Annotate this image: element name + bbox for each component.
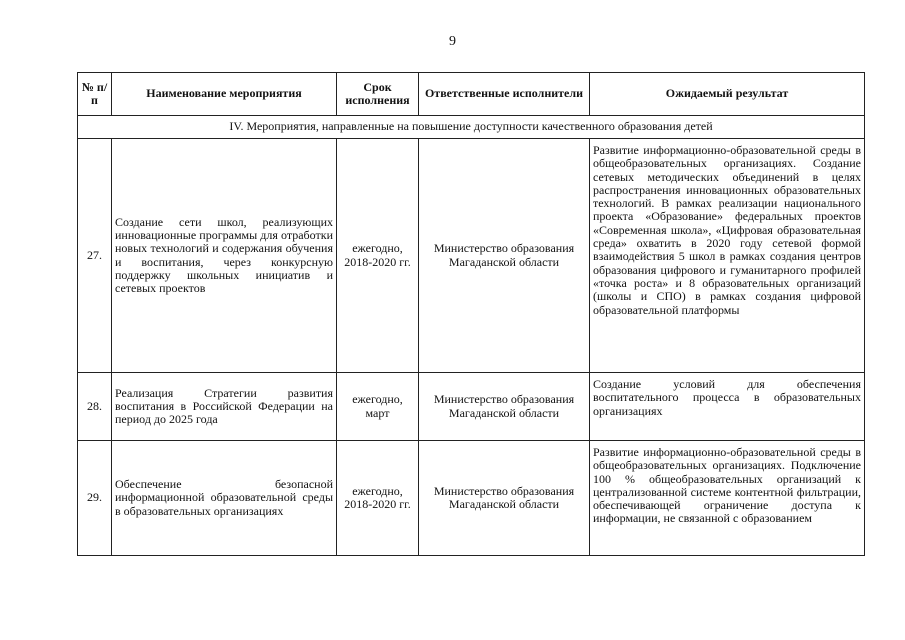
header-term: Срок исполнения: [337, 73, 419, 116]
row-term: ежегодно, 2018-2020 гг.: [337, 139, 419, 373]
row-num: 29.: [78, 441, 112, 556]
row-result: Развитие информационно-образовательной среды в общеобразовательных организациях. Создание сетевых методических объединений в целях распространения инновационных образовательных технологий. В рамках реализации национального проекта «Образование» федеральных проектов «Современная школа», «Цифровая образовательная среда» охватить в 2020 году сетевой формой взаимодействия 5 школ в рамках создания центров образования цифрового и гуманитарного профилей «точка роста» и 8 образовательных организаций (школы и СПО) в рамках создания цифровой образовательной платформы: [590, 139, 865, 373]
header-row: [78, 73, 865, 116]
row-num: 27.: [78, 139, 112, 373]
section-title: IV. Мероприятия, направленные на повышение доступности качественного образования детей: [78, 116, 865, 139]
row-name: Реализация Стратегии развития воспитания в Российской Федерации на период до 2025 года: [112, 373, 337, 441]
row-result: Развитие информационно-образовательной среды в общеобразовательных организациях. Подключение 100 % общеобразовательных организаций к централизованной системе контентной фильтрации, обеспечивающей ограничение доступа к информации, не связанной с образованием: [590, 441, 865, 556]
table-row: [78, 441, 865, 556]
header-num: № п/п: [78, 73, 112, 116]
measures-table: [77, 72, 865, 556]
row-name: Обеспечение безопасной информационной образовательной среды в образовательных организациях: [112, 441, 337, 556]
header-name: Наименование мероприятия: [112, 73, 337, 116]
row-name: Создание сети школ, реализующих инновационные программы для отработки новых технологий и содержания обучения и воспитания, через конкурсную поддержку школьных инициатив и сетевых проектов: [112, 139, 337, 373]
header-result: Ожидаемый результат: [590, 73, 865, 116]
row-term: ежегодно, март: [337, 373, 419, 441]
section-row: [78, 116, 865, 139]
table-row: [78, 139, 865, 373]
row-executors: Министерство образования Магаданской области: [419, 441, 590, 556]
header-executors: Ответственные исполнители: [419, 73, 590, 116]
row-term: ежегодно, 2018-2020 гг.: [337, 441, 419, 556]
page-number: 9: [449, 34, 456, 49]
row-executors: Министерство образования Магаданской области: [419, 373, 590, 441]
row-result: Создание условий для обеспечения воспитательного процесса в образовательных организациях: [590, 373, 865, 441]
table-row: [78, 373, 865, 441]
row-num: 28.: [78, 373, 112, 441]
row-executors: Министерство образования Магаданской области: [419, 139, 590, 373]
